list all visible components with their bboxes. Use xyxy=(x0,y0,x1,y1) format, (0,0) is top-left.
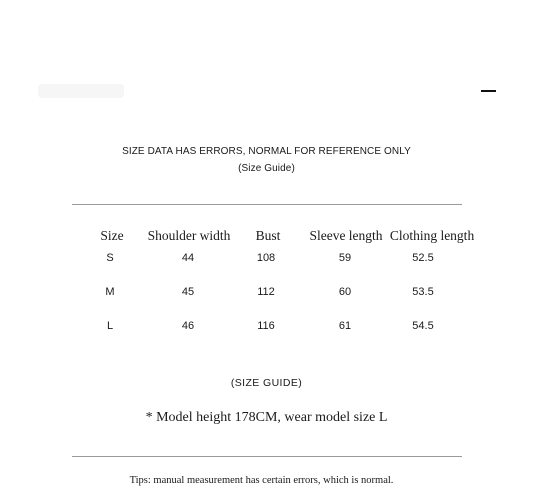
size-guide-subtitle: (Size Guide) xyxy=(238,163,295,174)
bottom-divider xyxy=(72,456,462,457)
table-cell-bust: 116 xyxy=(257,320,275,332)
faint-background-mark xyxy=(38,84,124,98)
measurement-tips: Tips: manual measurement has certain errors, which is normal. xyxy=(129,475,394,486)
table-cell-sleeve: 59 xyxy=(338,252,352,264)
header-bust: Bust xyxy=(255,228,281,243)
top-divider xyxy=(72,204,462,205)
table-cell-sleeve: 61 xyxy=(338,320,352,332)
table-cell-size: L xyxy=(106,320,114,332)
table-cell-shoulder: 46 xyxy=(181,320,195,332)
table-cell-bust: 108 xyxy=(256,252,276,264)
table-cell-shoulder: 45 xyxy=(181,286,195,298)
minimize-icon[interactable] xyxy=(481,90,496,92)
table-cell-size: M xyxy=(105,286,115,298)
header-clothing-length: Clothing length xyxy=(389,228,475,243)
model-size-note: * Model height 178CM, wear model size L xyxy=(145,410,388,425)
table-cell-clothing: 53.5 xyxy=(412,286,434,298)
table-cell-clothing: 54.5 xyxy=(412,320,434,332)
table-cell-clothing: 52.5 xyxy=(412,252,434,264)
header-size: Size xyxy=(100,228,124,243)
header-shoulder-width: Shoulder width xyxy=(147,228,231,243)
table-cell-shoulder: 44 xyxy=(181,252,195,264)
table-cell-bust: 112 xyxy=(257,286,275,298)
header-sleeve-length: Sleeve length xyxy=(309,228,383,243)
size-guide-caption: (SIZE GUIDE) xyxy=(230,377,303,389)
table-cell-sleeve: 60 xyxy=(338,286,352,298)
table-cell-size: S xyxy=(106,252,114,264)
size-data-disclaimer: SIZE DATA HAS ERRORS, NORMAL FOR REFERENCE ONLY xyxy=(122,146,411,157)
